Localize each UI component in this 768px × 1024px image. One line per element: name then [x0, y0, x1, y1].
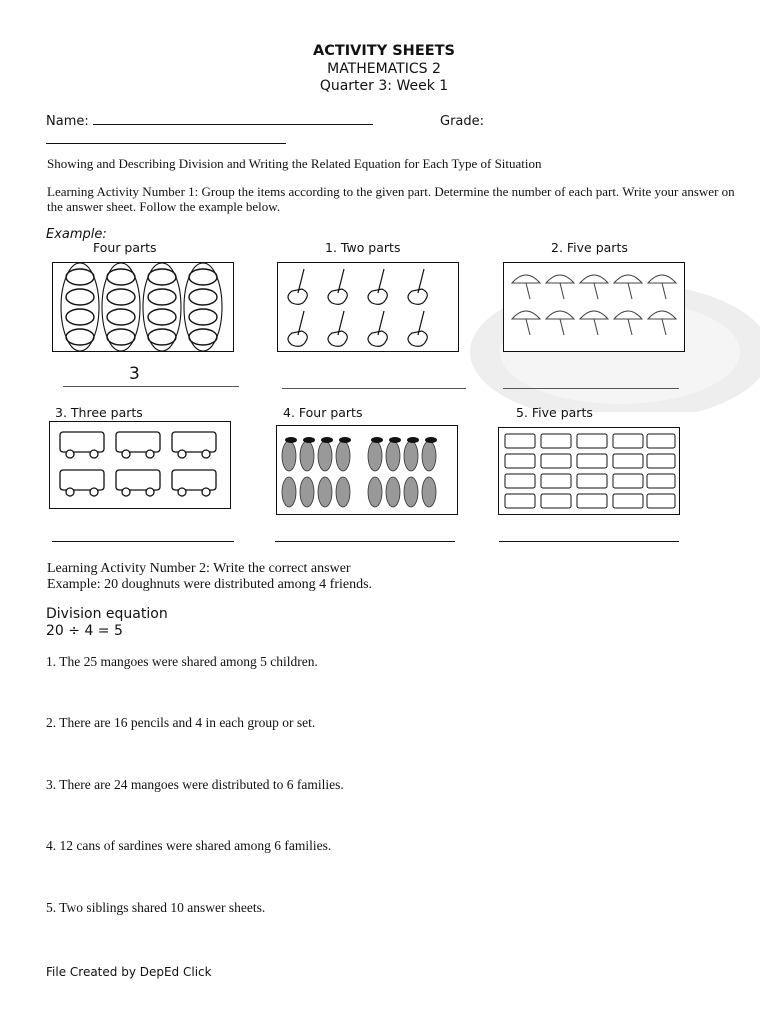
name-label: Name:: [46, 114, 89, 129]
division-equation-label: Division equation: [46, 606, 168, 622]
answer-line[interactable]: [52, 541, 234, 542]
drums-picture: [52, 262, 234, 352]
grade-blank[interactable]: [46, 131, 286, 144]
name-field-row: [46, 114, 373, 129]
question-4: 4. 12 cans of sardines were shared among 6 families.: [46, 838, 332, 853]
answer-line[interactable]: [63, 386, 239, 387]
item-label: 1. Two parts: [325, 240, 401, 255]
question-5: 5. Two siblings shared 10 answer sheets.: [46, 900, 266, 915]
subject-title: MATHEMATICS 2: [327, 61, 441, 77]
grade-label: Grade:: [440, 114, 485, 129]
activity1-instructions: Learning Activity Number 1: Group the items according to the given part. Determine the number of each part. Write your answer on the answer sheet. Follow the example below.: [47, 184, 735, 214]
page-title: ACTIVITY SHEETS: [313, 43, 455, 59]
answer-line[interactable]: [499, 541, 679, 542]
example-answer: 3: [129, 364, 140, 384]
answer-line[interactable]: [275, 541, 455, 542]
guitars-picture: [277, 262, 459, 352]
footer-credit: File Created by DepEd Click: [46, 965, 212, 979]
lesson-heading: Showing and Describing Division and Writing the Related Equation for Each Type of Situation: [47, 156, 542, 171]
item-label: 5. Five parts: [516, 405, 593, 420]
activity2-instructions: Learning Activity Number 2: Write the correct answer: [47, 561, 351, 576]
item-label: Four parts: [93, 240, 157, 255]
jeepneys-picture: [49, 421, 231, 509]
activity2-section: [47, 561, 372, 593]
item-label: 4. Four parts: [283, 405, 363, 420]
item-label: 3. Three parts: [55, 405, 143, 420]
question-1: 1. The 25 mangoes were shared among 5 children.: [46, 654, 318, 669]
umbrellas-picture: [503, 262, 685, 352]
name-blank[interactable]: [93, 124, 373, 125]
mangoes-picture: [276, 425, 458, 515]
activity2-example: Example: 20 doughnuts were distributed among 4 friends.: [47, 577, 373, 592]
division-equation: 20 ÷ 4 = 5: [46, 623, 123, 639]
taxis-picture: [498, 427, 680, 515]
question-3: 3. There are 24 mangoes were distributed to 6 families.: [46, 777, 344, 792]
answer-line[interactable]: [503, 388, 679, 389]
answer-line[interactable]: [282, 388, 466, 389]
quarter-title: Quarter 3: Week 1: [319, 78, 449, 94]
question-2: 2. There are 16 pencils and 4 in each group or set.: [46, 715, 316, 730]
example-label: Example:: [46, 227, 107, 242]
item-label: 2. Five parts: [551, 240, 628, 255]
